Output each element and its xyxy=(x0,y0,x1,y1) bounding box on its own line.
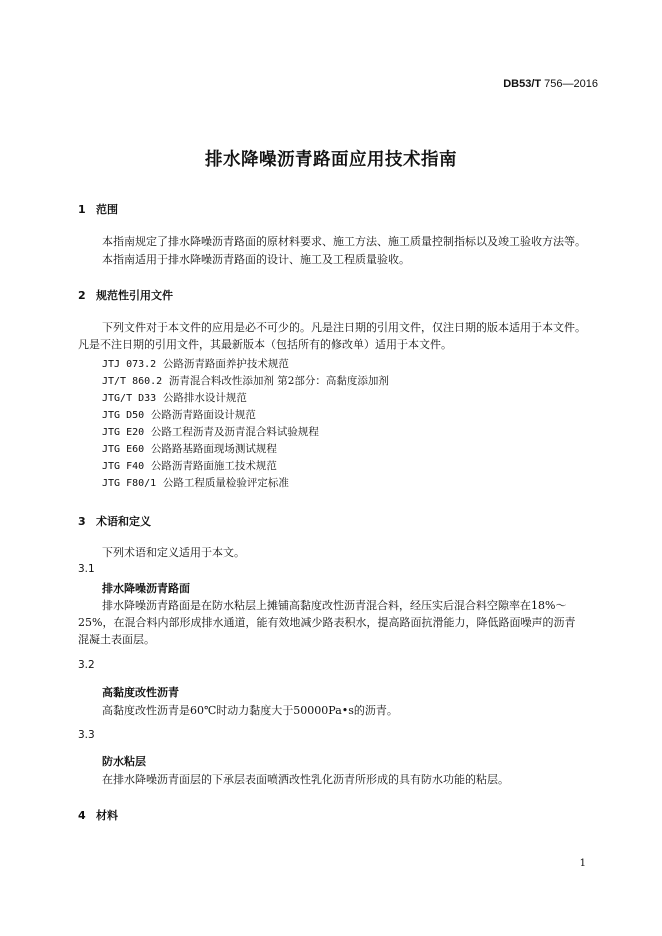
clause-3-3-number: 3.3 xyxy=(78,729,95,741)
standard-code-prefix: DB53/T xyxy=(503,78,542,90)
clause-3-2-definition: 高黏度改性沥青是60℃时动力黏度大于50000Pa•s的沥青。 xyxy=(102,704,398,717)
section-1-number: 1 xyxy=(78,203,86,216)
reference-code: JTG D50 xyxy=(102,410,145,421)
reference-name: 公路路基路面现场测试规程 xyxy=(150,443,277,455)
document-title: 排水降噪沥青路面应用技术指南 xyxy=(205,150,457,170)
reference-code: JTG F80/1 xyxy=(102,478,157,489)
section-3-title: 术语和定义 xyxy=(96,515,151,528)
reference-item xyxy=(102,390,247,405)
reference-item xyxy=(102,458,277,473)
section-1-paragraph-2: 本指南适用于排水降噪沥青路面的设计、施工及工程质量验收。 xyxy=(102,253,410,266)
standard-code xyxy=(503,78,598,90)
reference-code: JTG E20 xyxy=(102,427,145,438)
section-4-title: 材料 xyxy=(96,809,118,822)
section-2-heading xyxy=(78,287,173,303)
reference-item xyxy=(102,373,389,388)
reference-code: JTG E60 xyxy=(102,444,145,455)
reference-name: 公路沥青路面施工技术规范 xyxy=(150,460,277,472)
reference-code: JTG F40 xyxy=(102,461,145,472)
section-3-number: 3 xyxy=(78,515,86,528)
reference-name: 公路沥青路面设计规范 xyxy=(150,409,256,421)
section-3-heading xyxy=(78,513,151,529)
standard-code-number: 756—2016 xyxy=(544,78,598,90)
reference-item xyxy=(102,475,289,490)
reference-item xyxy=(102,441,277,456)
clause-3-1-definition-line-3: 混凝土表面层。 xyxy=(78,633,155,646)
section-1-heading xyxy=(78,201,118,217)
reference-code: JT/T 860.2 xyxy=(102,376,163,387)
page-number: 1 xyxy=(579,858,586,869)
reference-name: 公路工程质量检验评定标准 xyxy=(162,477,289,489)
clause-3-3-term: 防水粘层 xyxy=(102,755,146,768)
reference-item xyxy=(102,356,289,371)
reference-name: 公路沥青路面养护技术规范 xyxy=(162,358,289,370)
section-2-title: 规范性引用文件 xyxy=(96,289,173,302)
reference-code: JTJ 073.2 xyxy=(102,359,157,370)
clause-3-2-term: 高黏度改性沥青 xyxy=(102,686,179,699)
section-2-intro-line-2: 凡是不注日期的引用文件，其最新版本（包括所有的修改单）适用于本文件。 xyxy=(78,338,452,351)
clause-3-1-definition-line-1: 排水降噪沥青路面是在防水粘层上摊铺高黏度改性沥青混合料，经压实后混合料空隙率在18%～ xyxy=(102,599,567,612)
clause-3-1-number: 3.1 xyxy=(78,563,95,575)
section-1-paragraph-1: 本指南规定了排水降噪沥青路面的原材料要求、施工方法、施工质量控制指标以及竣工验收方法等。 xyxy=(102,235,586,248)
section-2-number: 2 xyxy=(78,289,86,302)
section-4-number: 4 xyxy=(78,809,86,822)
clause-3-3-definition: 在排水降噪沥青面层的下承层表面喷洒改性乳化沥青所形成的具有防水功能的粘层。 xyxy=(102,773,509,786)
reference-item xyxy=(102,424,319,439)
section-3-intro: 下列术语和定义适用于本文。 xyxy=(102,546,245,559)
section-4-heading xyxy=(78,807,118,823)
section-2-intro-line-1: 下列文件对于本文件的应用是必不可少的。凡是注日期的引用文件，仅注日期的版本适用于本文件。 xyxy=(102,321,586,334)
reference-item xyxy=(102,407,256,422)
reference-name: 公路排水设计规范 xyxy=(162,392,247,404)
clause-3-1-term: 排水降噪沥青路面 xyxy=(102,582,190,595)
clause-3-2-number: 3.2 xyxy=(78,659,95,671)
reference-name: 公路工程沥青及沥青混合料试验规程 xyxy=(150,426,319,438)
section-1-title: 范围 xyxy=(96,203,118,216)
reference-name: 沥青混合料改性添加剂 第2部分：高黏度添加剂 xyxy=(168,375,389,387)
clause-3-1-definition-line-2: 25%，在混合料内部形成排水通道，能有效地减少路表积水，提高路面抗滑能力，降低路面噪声的沥青 xyxy=(78,616,576,629)
reference-code: JTG/T D33 xyxy=(102,393,157,404)
